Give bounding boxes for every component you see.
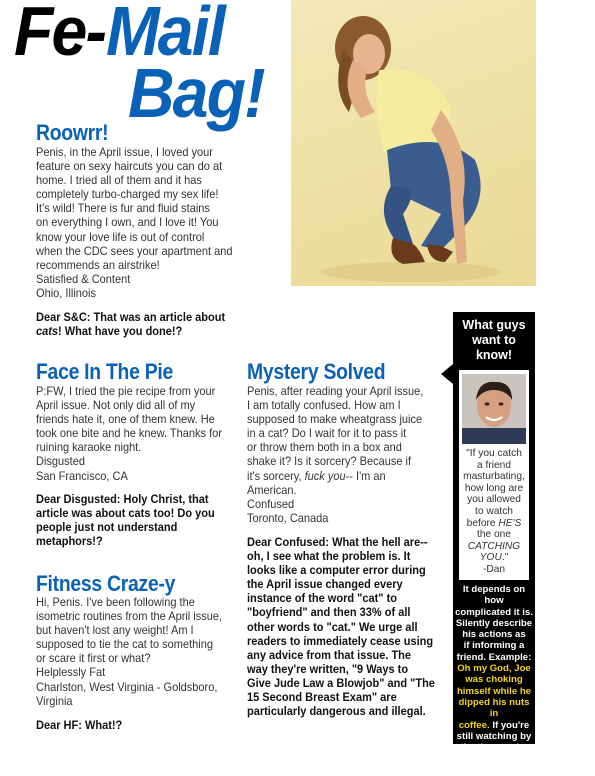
answer-line: Dear S&C: That was an article about — [36, 311, 226, 325]
letter-location: Toronto, Canada — [247, 511, 329, 525]
quote-line-part: before — [466, 517, 496, 529]
letter-line: supposed to tie the cat to something — [36, 638, 213, 652]
answer-line: "boyfriend" and then 33% of all — [247, 606, 411, 620]
letter-roowrr-body — [36, 146, 255, 301]
letter-mystery — [247, 360, 447, 719]
quote-line: to watch — [475, 505, 513, 517]
answer-line: 15 Second Breast Exam" are — [247, 690, 397, 704]
letter-line: when the CDC sees your apartment and — [36, 244, 233, 258]
answer-fitness — [36, 719, 236, 733]
letter-line: American. — [247, 483, 297, 497]
headline-face-in-pie: Face In The Pie — [36, 359, 173, 384]
letter-line: friends hate it, one of them knew. He — [36, 413, 215, 427]
letter-line: ruining karaoke night. — [36, 441, 142, 455]
quote-line — [459, 552, 529, 564]
answer-line: friend. Example: — [456, 651, 532, 663]
quote-line: masturbating, — [463, 471, 525, 483]
answer-line: particularly dangerous and illegal. — [247, 705, 426, 719]
sidebar-title — [453, 318, 535, 363]
answer-line: Dear HF: What!? — [36, 718, 123, 732]
answer-line-highlight: Oh my God, Joe — [457, 663, 531, 675]
letter-mystery-body — [247, 385, 437, 526]
answer-line-highlight: was choking — [465, 674, 523, 686]
quote-line — [459, 541, 529, 553]
answer-line: instance of the word "cat" to — [247, 592, 397, 606]
answer-line: It depends on how — [462, 584, 526, 607]
sidebar-title-line: want to — [472, 333, 516, 347]
letter-fitness — [36, 572, 246, 733]
letter-line: Hi, Penis. I've been following the — [36, 596, 195, 609]
answer-line-part: If you're — [489, 719, 530, 731]
letter-line: home. I tried all of them and it has — [36, 174, 202, 188]
answer-line: you are gay. — [466, 764, 522, 776]
quote-line: "If you catch — [466, 448, 522, 459]
quote-emphasis: CATCHING — [467, 540, 521, 552]
letter-line: Penis, after reading your April issue, — [247, 385, 424, 398]
answer-line: any advice from that issue. The — [247, 648, 412, 662]
quote-line: a friend — [477, 459, 511, 471]
answer-line: his actions as — [462, 629, 526, 641]
answer-line: Give Jude Law a Blowjob" and "The — [247, 676, 435, 690]
letter-line: It's wild! There is fur and fluid stains — [36, 202, 210, 216]
letter-line: or scare it first or what? — [36, 652, 151, 666]
speech-pointer-icon — [441, 364, 453, 384]
answer-line: article was about cats too! Do you — [36, 506, 215, 520]
letter-face-in-pie-body — [36, 385, 231, 484]
answer-line: metaphors!? — [36, 534, 103, 548]
letter-line: supposed to make wheatgrass juice — [247, 413, 423, 427]
answer-line: looks like a computer error during — [247, 564, 426, 578]
quote-line — [459, 518, 529, 530]
letter-line: on everything I own, and I love it! You — [36, 216, 219, 230]
avatar-illustration — [462, 374, 526, 444]
woman-crouching-photo — [291, 0, 536, 286]
answer-line: finished, then — [462, 753, 526, 765]
letter-location: Virginia — [36, 694, 73, 708]
letter-location: San Francisco, CA — [36, 469, 128, 483]
letter-signature: Confused — [247, 497, 295, 511]
answer-line: the time you're — [460, 742, 528, 754]
letter-line: I am totally confused. How am I — [247, 399, 401, 413]
answer-line: way they're written, "9 Ways to — [247, 662, 409, 676]
quote-emphasis: YOU — [479, 552, 502, 564]
masthead-mail: Mail — [106, 0, 224, 70]
answer-face-in-pie — [36, 493, 231, 549]
letter-fitness-body — [36, 596, 236, 709]
letter-emphasis: fuck you — [304, 469, 346, 483]
letter-line: isometric routines from the April issue, — [36, 610, 223, 624]
letter-line-part: -- I'm an — [345, 469, 386, 483]
answer-line: Dear Confused: What the hell are-- — [247, 535, 428, 549]
letter-line: but haven't lost any weight! Am I — [36, 624, 194, 638]
letter-location: Charlston, West Virginia - Goldsboro, — [36, 680, 218, 694]
headline-fitness: Fitness Craze-y — [36, 571, 176, 596]
letter-line: recommends an airstrike! — [36, 258, 160, 272]
answer-line: readers to immediately cease using — [247, 634, 434, 648]
answer-line: still watching by — [456, 730, 532, 742]
answer-line-highlight: coffee. — [458, 719, 490, 731]
answer-line: oh, I see what the problem is. It — [247, 550, 411, 564]
letter-line: April issue. Not only did all of my — [36, 399, 196, 413]
letter-line: P:FW, I tried the pie recipe from your — [36, 385, 216, 398]
letter-line: shake it? Is it sorcery? Because if — [247, 455, 412, 469]
letter-signature: Helplessly Fat — [36, 666, 106, 680]
sidebar-title-line: What guys — [462, 318, 526, 332]
answer-line: Silently describe — [455, 617, 533, 629]
man-headshot-avatar — [462, 374, 526, 444]
letter-line: Penis, in the April issue, I loved your — [36, 146, 213, 159]
answer-line-highlight: dipped his nuts in — [458, 696, 530, 720]
answer-line-highlight: himself while he — [456, 685, 532, 697]
quote-line: you allowed — [467, 494, 521, 506]
letter-line-part: it's sorcery, — [247, 469, 305, 483]
letter-line: or throw them both in a box and — [247, 441, 402, 455]
sidebar-what-guys-want — [453, 312, 535, 776]
answer-emphasis: cats — [36, 325, 59, 339]
masthead-bag: Bag! — [128, 54, 264, 132]
letter-line: in a cat? Do I wait for it to pass it — [247, 427, 407, 441]
answer-line: people just not understand — [36, 520, 178, 534]
headline-roowrr: Roowrr! — [36, 120, 109, 145]
letter-roowrr — [36, 121, 266, 339]
answer-line-rest: ! What have you done!? — [58, 325, 183, 339]
letter-signature: Satisfied & Content — [36, 272, 131, 286]
answer-mystery — [247, 536, 437, 719]
answer-line: Dear Disgusted: Holy Christ, that — [36, 492, 209, 506]
letter-line: feature on sexy haircuts you can do at — [36, 160, 223, 174]
answer-line: other words to "cat." We urge all — [247, 620, 418, 634]
sidebar-quote-box — [459, 370, 529, 580]
letter-line: completely turbo-charged my sex life! — [36, 188, 219, 202]
answer-line — [36, 325, 255, 339]
headline-mystery: Mystery Solved — [247, 359, 386, 384]
photo-illustration — [291, 0, 536, 286]
quote-author: -Dan — [482, 563, 506, 575]
quote-emphasis: HE'S — [498, 517, 522, 529]
letter-location: Ohio, Illinois — [36, 286, 96, 300]
quote-line: the one — [477, 529, 511, 541]
letter-face-in-pie — [36, 360, 241, 549]
sidebar-title-line: know! — [475, 348, 513, 362]
quote-line: how long are — [464, 482, 524, 494]
quote-line-part: ." — [501, 552, 509, 564]
sidebar-answer — [455, 584, 533, 776]
answer-line — [455, 720, 533, 731]
answer-line: the April issue changed every — [247, 578, 403, 592]
answer-roowrr — [36, 311, 255, 339]
answer-line: if informing a — [463, 640, 525, 652]
letter-line: know your love life is out of control — [36, 230, 205, 244]
letter-line: took one bite and he knew. Thanks for — [36, 427, 222, 441]
answer-line: complicated it is. — [455, 606, 533, 618]
sidebar-question — [459, 448, 529, 576]
letter-line — [247, 470, 437, 484]
letter-signature: Disgusted — [36, 455, 85, 469]
masthead-fe: Fe- — [14, 0, 106, 70]
